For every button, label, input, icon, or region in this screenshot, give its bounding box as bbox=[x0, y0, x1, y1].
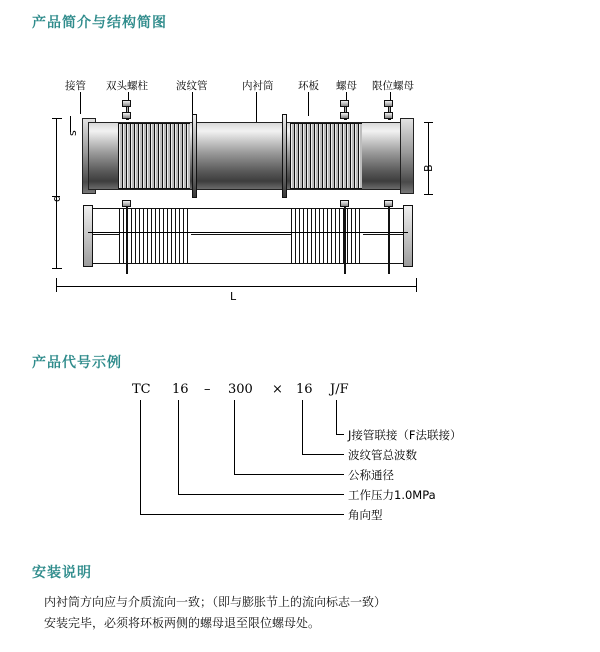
ring-plate-right bbox=[282, 114, 287, 198]
section-bellows-left bbox=[119, 209, 191, 263]
code-connector-1 bbox=[336, 434, 344, 435]
code-desc-model: 角向型 bbox=[348, 508, 383, 522]
section-tie-rod-left bbox=[126, 200, 128, 274]
dim-d-tick-top bbox=[52, 118, 62, 119]
code-line-diameter bbox=[234, 400, 235, 474]
product-code-diagram bbox=[0, 378, 600, 548]
dim-b-label: B bbox=[422, 164, 435, 172]
leader-1 bbox=[80, 92, 81, 114]
callout-label-6: 螺母 bbox=[336, 80, 357, 92]
code-token-diameter: 300 bbox=[228, 382, 253, 397]
section-nut-left bbox=[122, 200, 131, 207]
nut-left-lower bbox=[122, 112, 131, 119]
install-note-2: 安装完毕，必须将环板两侧的螺母退至限位螺母处。 bbox=[44, 616, 321, 630]
limit-nut-upper bbox=[384, 100, 393, 107]
section-title-install: 安装说明 bbox=[32, 565, 92, 581]
dim-b-line bbox=[428, 122, 429, 194]
ring-plate-left bbox=[192, 114, 197, 198]
callout-label-1: 接管 bbox=[65, 80, 86, 92]
callout-label-3: 波纹管 bbox=[176, 80, 208, 92]
code-desc-waves: 波纹管总波数 bbox=[348, 448, 417, 462]
nut-left-upper bbox=[122, 100, 131, 107]
structure-diagram bbox=[40, 60, 560, 320]
bellows-left bbox=[118, 123, 190, 189]
leader-5 bbox=[308, 92, 309, 116]
dim-d-line bbox=[56, 118, 57, 268]
section-tie-rod-right bbox=[388, 200, 390, 274]
code-line-pressure bbox=[178, 400, 179, 494]
code-token-waves: 16 bbox=[296, 382, 313, 397]
dim-d-label: d bbox=[50, 195, 63, 202]
code-line-waves bbox=[302, 400, 303, 454]
dim-b-tick-top bbox=[424, 122, 433, 123]
dim-l-line bbox=[56, 286, 416, 287]
code-desc-diameter: 公称通径 bbox=[348, 468, 394, 482]
code-token-times: × bbox=[272, 382, 283, 397]
code-line-connection bbox=[336, 400, 337, 434]
section-axis bbox=[88, 232, 408, 233]
code-connector-2 bbox=[302, 454, 344, 455]
callout-label-5: 环板 bbox=[298, 80, 319, 92]
nut-mid-upper bbox=[340, 100, 349, 107]
limit-nut-lower bbox=[384, 112, 393, 119]
code-line-model bbox=[140, 400, 141, 514]
dim-l-tick-left bbox=[56, 278, 57, 292]
pipe-flange-right bbox=[400, 118, 414, 194]
code-token-model: TC bbox=[132, 382, 151, 397]
install-note-1: 内衬筒方向应与介质流向一致；（即与膨胀节上的流向标志一致） bbox=[44, 595, 387, 609]
bellows-right bbox=[290, 123, 362, 189]
dim-l-label: L bbox=[230, 290, 237, 303]
dim-b-tick-bottom bbox=[424, 194, 433, 195]
callout-label-7: 限位螺母 bbox=[372, 80, 414, 92]
code-connector-3 bbox=[234, 474, 344, 475]
section-title-code: 产品代号示例 bbox=[32, 355, 122, 371]
install-notes bbox=[44, 592, 564, 634]
code-token-connection: J/F bbox=[330, 382, 349, 397]
nut-mid-lower bbox=[340, 112, 349, 119]
section-tie-rod-mid bbox=[344, 200, 346, 274]
dim-s-label: s bbox=[66, 130, 79, 136]
dim-d-tick-bottom bbox=[52, 268, 62, 269]
code-connector-5 bbox=[140, 514, 344, 515]
section-flange-right bbox=[403, 205, 413, 267]
code-token-pressure: 16 bbox=[172, 382, 189, 397]
code-connector-4 bbox=[178, 494, 344, 495]
section-view-body bbox=[88, 208, 408, 264]
section-nut-mid bbox=[340, 200, 349, 207]
section-limit-nut bbox=[384, 200, 393, 207]
section-title-structure: 产品简介与结构简图 bbox=[32, 15, 167, 31]
code-desc-pressure: 工作压力1.0MPa bbox=[348, 488, 436, 502]
callout-label-4: 内衬筒 bbox=[242, 80, 274, 92]
code-desc-connection: J接管联接（F法联接） bbox=[348, 428, 462, 442]
section-bellows-right bbox=[291, 209, 363, 263]
section-flange-left bbox=[83, 205, 93, 267]
code-token-dash: – bbox=[204, 382, 211, 397]
callout-label-2: 双头螺柱 bbox=[106, 80, 148, 92]
dim-l-tick-right bbox=[416, 278, 417, 292]
